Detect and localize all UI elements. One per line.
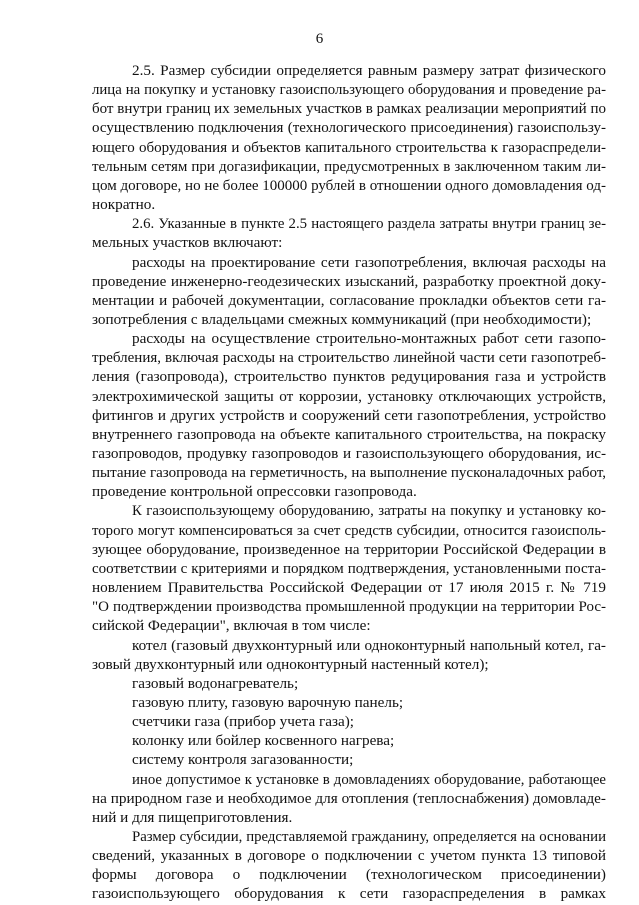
- text-line: К газоиспользующему оборудованию, затраты на покупку и установку ко-: [132, 503, 606, 520]
- text-line: ментации и рабочей документации, согласование прокладки объектов сети га-: [92, 291, 606, 309]
- text-line: внутреннего газопровода на объекте капитального строительства, на покраску: [92, 425, 606, 443]
- text-line: 2.6. Указанные в пункте 2.5 настоящего раздела затраты внутри границ зе-: [132, 216, 606, 233]
- text-line: газовый водонагреватель;: [132, 674, 299, 692]
- text-line: на природном газе и необходимое для отопления (теплоснабжения) домовладе-: [92, 789, 606, 807]
- text-line: зопотребления с владельцами смежных коммуникаций (при необходимости);: [92, 310, 592, 328]
- text-line: газовую плиту, газовую варочную панель;: [132, 693, 404, 711]
- text-line: газоиспользующего оборудования к сети газораспределения в рамках: [92, 885, 606, 903]
- text-line: фитингов и других устройств и сооружений сети газопотребления, устройство: [92, 406, 606, 424]
- text-line: проведение контрольной опрессовки газопровода.: [92, 483, 417, 501]
- text-line: счетчики газа (прибор учета газа);: [132, 713, 354, 731]
- text-line: лица на покупку и установку газоиспользующего оборудования и проведение ра-: [92, 82, 606, 99]
- text-line: тельным сетям при догазификации, предусмотренных в заключенном таким ли-: [92, 158, 606, 175]
- text-line: электрохимической защиты от коррозии, установку отключающих устройств,: [92, 387, 606, 405]
- text-line: газопроводов, продувку газопроводов и газоиспользующего оборудования, ис-: [92, 445, 606, 462]
- text-line: колонку или бойлер косвенного нагрева;: [132, 732, 395, 750]
- text-line: сведений, указанных в договоре о подключении с учетом пункта 13 типовой: [92, 847, 606, 865]
- text-line: требления, включая расходы на строительство линейной части сети газопотреб-: [92, 350, 606, 367]
- text-line: зующее оборудование, произведенное на территории Российской Федерации в: [92, 540, 606, 558]
- text-line: систему контроля загазованности;: [132, 751, 354, 769]
- text-line: ющего оборудования и объектов капитального строительства к газораспредели-: [92, 139, 606, 156]
- text-line: 2.5. Размер субсидии определяется равным размеру затрат физического: [132, 62, 606, 79]
- text-line: пытание газопровода на герметичность, на выполнение пусконаладочных работ,: [92, 465, 606, 482]
- text-line: мельных участков включают:: [92, 234, 283, 252]
- text-line: расходы на осуществление строительно-монтажных работ сети газопо-: [132, 330, 606, 348]
- text-line: нократно.: [92, 196, 156, 214]
- text-line: сийской Федерации", включая в том числе:: [92, 617, 371, 635]
- text-line: формы договора о подключении (технологическом присоединении): [92, 866, 606, 884]
- text-line: ления (газопровода), строительство пунктов редуцирования газа и устройств: [92, 368, 606, 386]
- text-line: проведение инженерно-геодезических изысканий, разработку проектной доку-: [92, 272, 606, 290]
- text-line: осуществлению подключения (технологического присоединения) газоиспользу-: [92, 120, 606, 137]
- text-line: котел (газовый двухконтурный или одноконтурный напольный котел, га-: [132, 636, 606, 654]
- page-number: 6: [315, 31, 324, 47]
- text-line: "О подтверждении производства промышленной продукции на территории Рос-: [92, 599, 606, 616]
- text-line: бот внутри границ их земельных участков в рамках реализации мероприятий по: [92, 101, 606, 118]
- text-line: соответствии с критериями и порядком подтверждения, установленными поста-: [92, 560, 606, 577]
- text-line: расходы на проектирование сети газопотребления, включая расходы на: [132, 253, 606, 271]
- text-line: цом договоре, но не более 100000 рублей в отношении одного домовладения од-: [92, 177, 606, 194]
- text-line: зовый двухконтурный или одноконтурный настенный котел);: [92, 655, 489, 673]
- text-line: торого могут компенсироваться за счет средств субсидии, относится газоисполь-: [92, 522, 606, 539]
- text-line: Размер субсидии, представляемой гражданину, определяется на основании: [132, 829, 606, 845]
- text-line: ний и для пищеприготовления.: [92, 808, 293, 826]
- text-line: иное допустимое к установке в домовладениях оборудование, работающее: [132, 771, 606, 788]
- text-line: новлением Правительства Российской Федерации от 17 июля 2015 г. № 719: [92, 579, 606, 597]
